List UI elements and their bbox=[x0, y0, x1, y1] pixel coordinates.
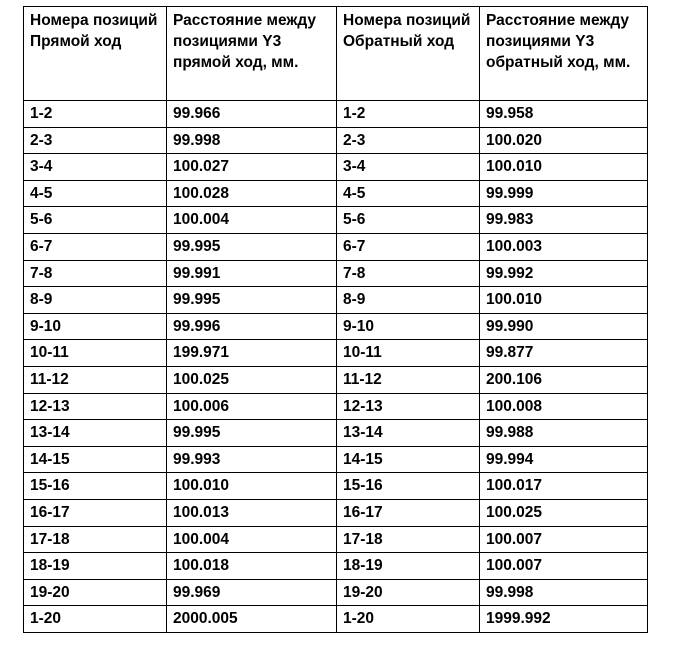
reverse-positions-cell: 17-18 bbox=[337, 526, 480, 553]
reverse-positions-cell: 15-16 bbox=[337, 473, 480, 500]
forward-positions-cell: 4-5 bbox=[24, 180, 167, 207]
reverse-distance-cell: 100.017 bbox=[480, 473, 648, 500]
reverse-distance-cell: 99.994 bbox=[480, 446, 648, 473]
header-row bbox=[24, 7, 648, 101]
forward-positions-cell: 19-20 bbox=[24, 579, 167, 606]
reverse-distance-cell: 100.020 bbox=[480, 127, 648, 154]
forward-positions-cell: 16-17 bbox=[24, 499, 167, 526]
forward-positions-cell: 17-18 bbox=[24, 526, 167, 553]
reverse-positions-cell: 13-14 bbox=[337, 420, 480, 447]
forward-positions-cell: 18-19 bbox=[24, 553, 167, 580]
forward-distance-cell: 99.998 bbox=[167, 127, 337, 154]
table-row bbox=[24, 154, 648, 181]
forward-positions-cell: 8-9 bbox=[24, 287, 167, 314]
forward-distance-cell: 100.004 bbox=[167, 526, 337, 553]
forward-distance-cell: 100.025 bbox=[167, 366, 337, 393]
table-row bbox=[24, 606, 648, 633]
reverse-positions-cell: 9-10 bbox=[337, 313, 480, 340]
forward-distance-cell: 100.013 bbox=[167, 499, 337, 526]
reverse-distance-cell: 99.958 bbox=[480, 101, 648, 128]
forward-distance-cell: 100.004 bbox=[167, 207, 337, 234]
forward-distance-cell: 99.995 bbox=[167, 233, 337, 260]
forward-distance-cell: 100.018 bbox=[167, 553, 337, 580]
forward-positions-cell: 1-2 bbox=[24, 101, 167, 128]
forward-distance-cell: 100.028 bbox=[167, 180, 337, 207]
reverse-positions-cell: 14-15 bbox=[337, 446, 480, 473]
forward-distance-cell: 99.996 bbox=[167, 313, 337, 340]
table-row bbox=[24, 287, 648, 314]
forward-positions-cell: 1-20 bbox=[24, 606, 167, 633]
table-row bbox=[24, 393, 648, 420]
forward-positions-cell: 6-7 bbox=[24, 233, 167, 260]
header-reverse-positions: Номера позиций Обратный ход bbox=[337, 7, 480, 101]
forward-positions-cell: 15-16 bbox=[24, 473, 167, 500]
reverse-positions-cell: 2-3 bbox=[337, 127, 480, 154]
forward-distance-cell: 99.969 bbox=[167, 579, 337, 606]
reverse-distance-cell: 99.988 bbox=[480, 420, 648, 447]
table-row bbox=[24, 207, 648, 234]
reverse-positions-cell: 10-11 bbox=[337, 340, 480, 367]
reverse-positions-cell: 6-7 bbox=[337, 233, 480, 260]
table-row bbox=[24, 101, 648, 128]
forward-positions-cell: 7-8 bbox=[24, 260, 167, 287]
table-row bbox=[24, 260, 648, 287]
forward-positions-cell: 11-12 bbox=[24, 366, 167, 393]
reverse-positions-cell: 19-20 bbox=[337, 579, 480, 606]
table-row bbox=[24, 420, 648, 447]
reverse-positions-cell: 4-5 bbox=[337, 180, 480, 207]
table-row bbox=[24, 127, 648, 154]
table-row bbox=[24, 446, 648, 473]
forward-positions-cell: 3-4 bbox=[24, 154, 167, 181]
reverse-distance-cell: 100.010 bbox=[480, 287, 648, 314]
reverse-distance-cell: 99.992 bbox=[480, 260, 648, 287]
reverse-positions-cell: 5-6 bbox=[337, 207, 480, 234]
reverse-distance-cell: 100.003 bbox=[480, 233, 648, 260]
table-row bbox=[24, 180, 648, 207]
forward-positions-cell: 13-14 bbox=[24, 420, 167, 447]
table-row bbox=[24, 499, 648, 526]
reverse-distance-cell: 100.007 bbox=[480, 553, 648, 580]
forward-distance-cell: 99.966 bbox=[167, 101, 337, 128]
forward-positions-cell: 2-3 bbox=[24, 127, 167, 154]
reverse-positions-cell: 12-13 bbox=[337, 393, 480, 420]
table-row bbox=[24, 366, 648, 393]
table-row bbox=[24, 340, 648, 367]
forward-distance-cell: 100.010 bbox=[167, 473, 337, 500]
table-row bbox=[24, 473, 648, 500]
forward-positions-cell: 5-6 bbox=[24, 207, 167, 234]
reverse-distance-cell: 99.983 bbox=[480, 207, 648, 234]
forward-positions-cell: 9-10 bbox=[24, 313, 167, 340]
table-row bbox=[24, 553, 648, 580]
forward-positions-cell: 14-15 bbox=[24, 446, 167, 473]
header-forward-distance: Расстояние между позициями Y3 прямой ход, мм. bbox=[167, 7, 337, 101]
reverse-distance-cell: 100.008 bbox=[480, 393, 648, 420]
table-row bbox=[24, 579, 648, 606]
forward-distance-cell: 2000.005 bbox=[167, 606, 337, 633]
forward-positions-cell: 12-13 bbox=[24, 393, 167, 420]
forward-distance-cell: 100.027 bbox=[167, 154, 337, 181]
header-forward-positions: Номера позиций Прямой ход bbox=[24, 7, 167, 101]
reverse-distance-cell: 99.998 bbox=[480, 579, 648, 606]
table-body bbox=[24, 101, 648, 633]
reverse-positions-cell: 1-2 bbox=[337, 101, 480, 128]
reverse-positions-cell: 18-19 bbox=[337, 553, 480, 580]
reverse-positions-cell: 3-4 bbox=[337, 154, 480, 181]
forward-positions-cell: 10-11 bbox=[24, 340, 167, 367]
table-row bbox=[24, 313, 648, 340]
reverse-positions-cell: 1-20 bbox=[337, 606, 480, 633]
reverse-distance-cell: 1999.992 bbox=[480, 606, 648, 633]
reverse-positions-cell: 16-17 bbox=[337, 499, 480, 526]
reverse-positions-cell: 8-9 bbox=[337, 287, 480, 314]
forward-distance-cell: 100.006 bbox=[167, 393, 337, 420]
header-reverse-distance: Расстояние между позициями Y3 обратный ход, мм. bbox=[480, 7, 648, 101]
reverse-distance-cell: 100.007 bbox=[480, 526, 648, 553]
reverse-distance-cell: 99.999 bbox=[480, 180, 648, 207]
reverse-positions-cell: 7-8 bbox=[337, 260, 480, 287]
positions-table bbox=[23, 6, 648, 633]
reverse-distance-cell: 99.990 bbox=[480, 313, 648, 340]
forward-distance-cell: 99.995 bbox=[167, 287, 337, 314]
reverse-distance-cell: 100.025 bbox=[480, 499, 648, 526]
forward-distance-cell: 99.993 bbox=[167, 446, 337, 473]
reverse-positions-cell: 11-12 bbox=[337, 366, 480, 393]
reverse-distance-cell: 100.010 bbox=[480, 154, 648, 181]
forward-distance-cell: 99.991 bbox=[167, 260, 337, 287]
reverse-distance-cell: 200.106 bbox=[480, 366, 648, 393]
forward-distance-cell: 199.971 bbox=[167, 340, 337, 367]
table-row bbox=[24, 526, 648, 553]
forward-distance-cell: 99.995 bbox=[167, 420, 337, 447]
table-row bbox=[24, 233, 648, 260]
reverse-distance-cell: 99.877 bbox=[480, 340, 648, 367]
